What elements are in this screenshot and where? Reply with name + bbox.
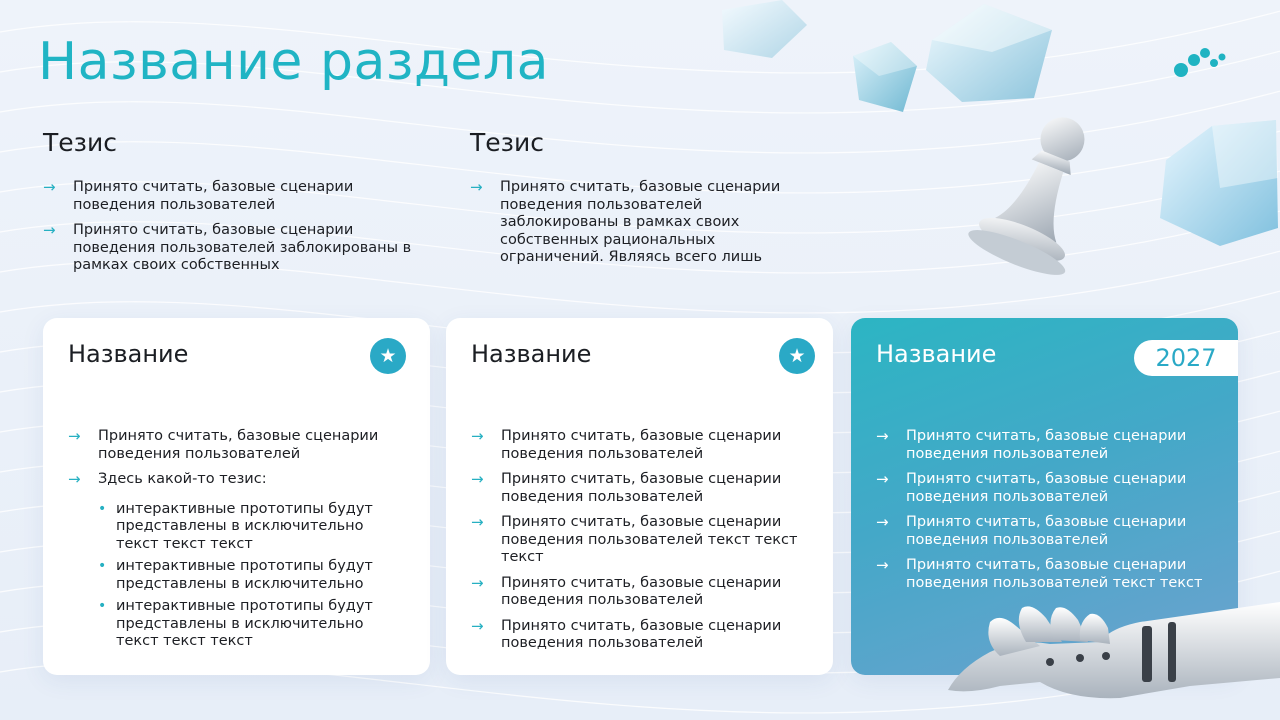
thesis-list — [43, 179, 423, 275]
card-subitem-text: интерактивные прототипы будут представлены в исключительно — [116, 558, 373, 592]
section-title: Название раздела — [38, 32, 550, 92]
card-list-item — [68, 428, 408, 463]
ice-cube-image — [712, 0, 812, 62]
card-list-item — [876, 428, 1216, 463]
ice-cube-image — [922, 0, 1056, 104]
card-title: Название — [471, 340, 592, 368]
ice-cube-image — [1160, 118, 1280, 248]
year-badge: 2027 — [1134, 340, 1238, 376]
card-sublist — [98, 501, 408, 651]
arrow-icon: → — [471, 427, 484, 445]
card-list-item — [471, 575, 811, 610]
card-subitem — [98, 598, 408, 651]
arrow-icon: → — [876, 427, 889, 445]
robot-hand-image — [930, 582, 1280, 720]
thesis-item-text: Принято считать, базовые сценарии поведения пользователей заблокированы в рамках своих собственных — [73, 222, 412, 273]
arrow-icon: → — [471, 573, 484, 592]
arrow-icon: → — [43, 221, 56, 239]
card-subitem-text: интерактивные прототипы будут представлены в исключительно текст текст текст — [116, 500, 373, 552]
card-list-item — [68, 471, 408, 651]
card-subitem — [98, 558, 408, 593]
thesis-item — [43, 179, 423, 214]
star-icon: ★ — [779, 338, 815, 374]
card-item-text: Принято считать, базовые сценарии поведения пользователей текст текст текст — [501, 514, 798, 565]
card-list-item — [471, 618, 811, 653]
card-list-item — [471, 514, 811, 567]
brand-logo — [1172, 44, 1232, 80]
arrow-icon: → — [876, 556, 889, 574]
card-list-item — [876, 471, 1216, 506]
bullet-icon: • — [98, 598, 107, 614]
card-subitem — [98, 501, 408, 554]
thesis-item-text: Принято считать, базовые сценарии поведения пользователей заблокированы в рамках своих собственных рациональных ограничений. Являясь всего лишь — [500, 179, 781, 265]
bullet-icon: • — [98, 558, 107, 574]
card-subitem-text: интерактивные прототипы будут представлены в исключительно текст текст текст — [116, 598, 373, 649]
card-item-text: Принято считать, базовые сценарии поведения пользователей — [906, 471, 1187, 505]
star-icon: ★ — [370, 338, 406, 374]
info-card — [43, 318, 430, 675]
ice-cube-image — [845, 38, 921, 116]
card-item-text: Принято считать, базовые сценарии поведения пользователей — [906, 428, 1187, 462]
card-item-text: Принято считать, базовые сценарии поведения пользователей — [501, 617, 782, 651]
info-card — [446, 318, 833, 675]
card-item-text: Принято считать, базовые сценарии поведения пользователей — [501, 574, 782, 608]
arrow-icon: → — [470, 178, 483, 196]
thesis-item-text: Принято считать, базовые сценарии поведения пользователей — [73, 179, 354, 213]
thesis-title: Тезис — [43, 128, 117, 157]
card-title: Название — [68, 340, 189, 368]
card-item-text: Принято считать, базовые сценарии поведения пользователей текст текст — [906, 557, 1203, 591]
arrow-icon: → — [68, 470, 81, 488]
chess-pawn-image — [965, 105, 1115, 285]
arrow-icon: → — [471, 470, 484, 488]
card-title: Название — [876, 340, 997, 368]
arrow-icon: → — [43, 178, 56, 196]
card-list-item — [471, 428, 811, 463]
card-item-text: Принято считать, базовые сценарии поведения пользователей — [906, 514, 1187, 548]
card-item-text: Здесь какой-то тезис: — [98, 471, 267, 487]
thesis-block — [43, 128, 423, 283]
card-list-item — [471, 471, 811, 506]
thesis-item — [43, 222, 423, 275]
thesis-item — [470, 179, 800, 267]
bullet-icon: • — [98, 500, 107, 517]
card-list-item — [876, 514, 1216, 549]
card-item-text: Принято считать, базовые сценарии поведения пользователей — [501, 471, 782, 505]
thesis-list — [470, 179, 800, 267]
card-list — [876, 428, 1216, 600]
arrow-icon: → — [876, 513, 889, 531]
card-list — [471, 428, 811, 661]
card-list — [68, 428, 408, 659]
arrow-icon: → — [471, 513, 484, 531]
arrow-icon: → — [876, 470, 889, 488]
arrow-icon: → — [471, 616, 484, 635]
thesis-title: Тезис — [470, 128, 544, 157]
thesis-block — [470, 128, 800, 275]
card-item-text: Принято считать, базовые сценарии поведения пользователей — [501, 428, 782, 462]
card-item-text: Принято считать, базовые сценарии поведения пользователей — [98, 428, 379, 462]
arrow-icon: → — [68, 427, 81, 445]
